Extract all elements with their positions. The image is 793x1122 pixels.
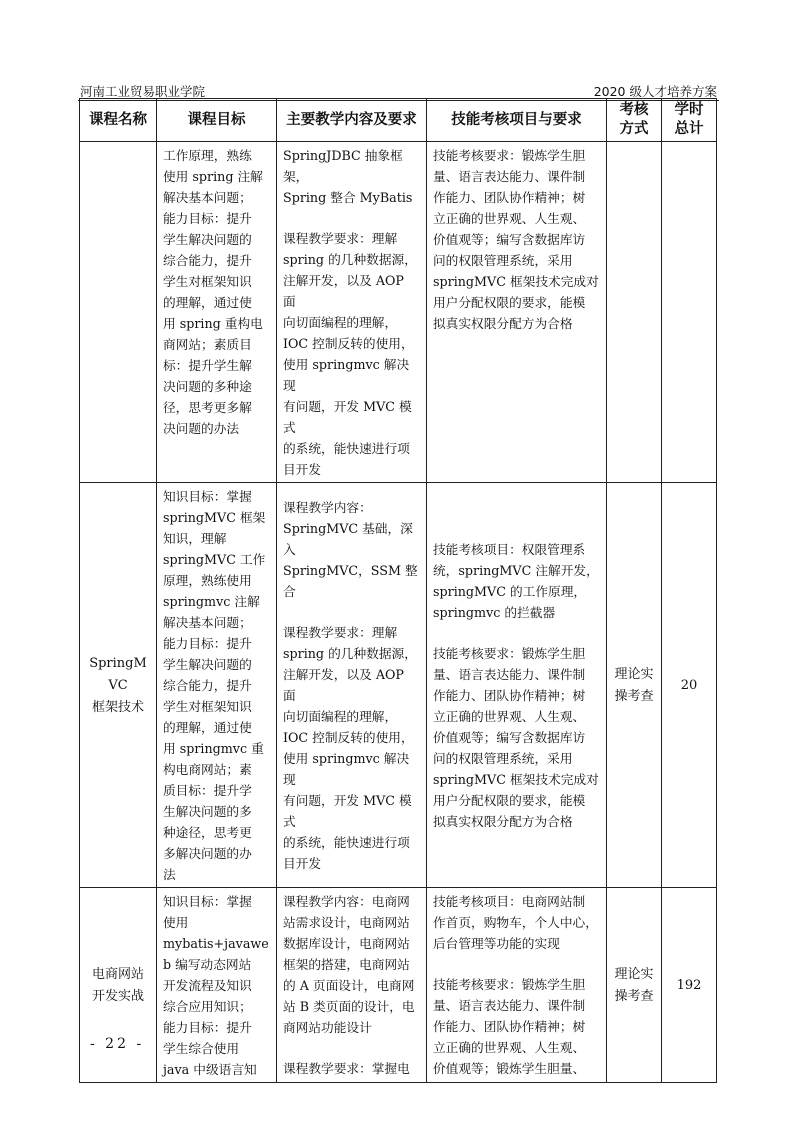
column-header-course-name: 课程名称: [80, 99, 157, 142]
skill-assessment-cell: 技能考核项目：电商网站制 作首页，购物车，个人中心， 后台管理等功能的实现 技能考核要求：锻炼学生胆 量、语言表达能力、课件制 作能力、团队协作精神；树 立正确的世界观、人生观、 价值观等；锻炼学生胆量、: [427, 888, 607, 1083]
table-row: [80, 142, 717, 483]
total-hours-cell: 192: [662, 888, 717, 1083]
course-name-cell: [80, 142, 157, 483]
table-row: [80, 888, 717, 1083]
course-name-cell: SpringMVC 框架技术: [80, 483, 157, 888]
total-hours-cell: [662, 142, 717, 483]
column-header-skill-assessment: 技能考核项目与要求: [427, 99, 607, 142]
teaching-content-cell: SpringJDBC 抽象框架， Spring 整合 MyBatis 课程教学要求：理解 spring 的几种数据源， 注解开发，以及 AOP 面 向切面编程的理解， IOC 控制反转的使用， 使用 springmvc 解决现 有问题，开发 MVC 模式 的系统，能快速进行项 目开发: [277, 142, 427, 483]
total-hours-cell: 20: [662, 483, 717, 888]
exam-method-cell: 理论实 操考查: [607, 483, 662, 888]
header-institution: 河南工业贸易职业学院: [80, 84, 206, 99]
table-row: [80, 483, 717, 888]
column-header-course-goals: 课程目标: [157, 99, 277, 142]
header-program: 2020 级人才培养方案: [593, 84, 717, 99]
curriculum-table: [79, 98, 717, 1083]
teaching-content-cell: 课程教学内容： SpringMVC 基础，深入 SpringMVC，SSM 整合 课程教学要求：理解 spring 的几种数据源， 注解开发，以及 AOP 面 向切面编程的理解， IOC 控制反转的使用， 使用 springmvc 解决现 有问题，开发 MVC 模式 的系统，能快速进行项 目开发: [277, 483, 427, 888]
skill-assessment-cell: 技能考核项目：权限管理系 统，springMVC 注解开发， springMVC 的工作原理， springmvc 的拦截器 技能考核要求：锻炼学生胆 量、语言表达能力、课件制 作能力、团队协作精神；树 立正确的世界观、人生观、 价值观等；编写含数据库访 问的权限管理系统，采用 springMVC 框架技术完成对 用户分配权限的要求，能模 拟真实权限分配方为合格: [427, 483, 607, 888]
course-goals-cell: 工作原理，熟练 使用 spring 注解 解决基本问题； 能力目标：提升 学生解决问题的 综合能力，提升 学生对框架知识 的理解，通过使 用 spring 重构电 商网站；素质目 标：提升学生解 决问题的多种途 径，思考更多解 决问题的办法: [157, 142, 277, 483]
table-header-row: [80, 99, 717, 142]
exam-method-cell: 理论实 操考查: [607, 888, 662, 1083]
course-name-cell: 电商网站 开发实战: [80, 888, 157, 1083]
exam-method-cell: [607, 142, 662, 483]
column-header-total-hours: 学时 总计: [662, 99, 717, 142]
column-header-exam-method: 考核 方式: [607, 99, 662, 142]
skill-assessment-cell: 技能考核要求：锻炼学生胆 量、语言表达能力、课件制 作能力、团队协作精神；树 立正确的世界观、人生观、 价值观等；编写含数据库访 问的权限管理系统，采用 springMVC 框架技术完成对 用户分配权限的要求，能模 拟真实权限分配方为合格: [427, 142, 607, 483]
course-goals-cell: 知识目标：掌握 springMVC 框架 知识，理解 springMVC 工作 原理，熟练使用 springmvc 注解 解决基本问题； 能力目标：提升 学生解决问题的 综合能力，提升 学生对框架知识 的理解，通过使 用 springmvc 重 构电商网站；素 质目标：提升学 生解决问题的多 种途径，思考更 多解决问题的办 法: [157, 483, 277, 888]
column-header-teaching-content: 主要教学内容及要求: [277, 99, 427, 142]
teaching-content-cell: 课程教学内容：电商网 站需求设计，电商网站 数据库设计，电商网站 框架的搭建，电商网站 的 A 页面设计，电商网 站 B 类页面的设计，电 商网站功能设计 课程教学要求：掌握电: [277, 888, 427, 1083]
page-number: - 22 -: [90, 1036, 145, 1052]
course-goals-cell: 知识目标：掌握 使用 mybatis+javawe b 编写动态网站 开发流程及知识 综合应用知识； 能力目标：提升 学生综合使用 java 中级语言知: [157, 888, 277, 1083]
